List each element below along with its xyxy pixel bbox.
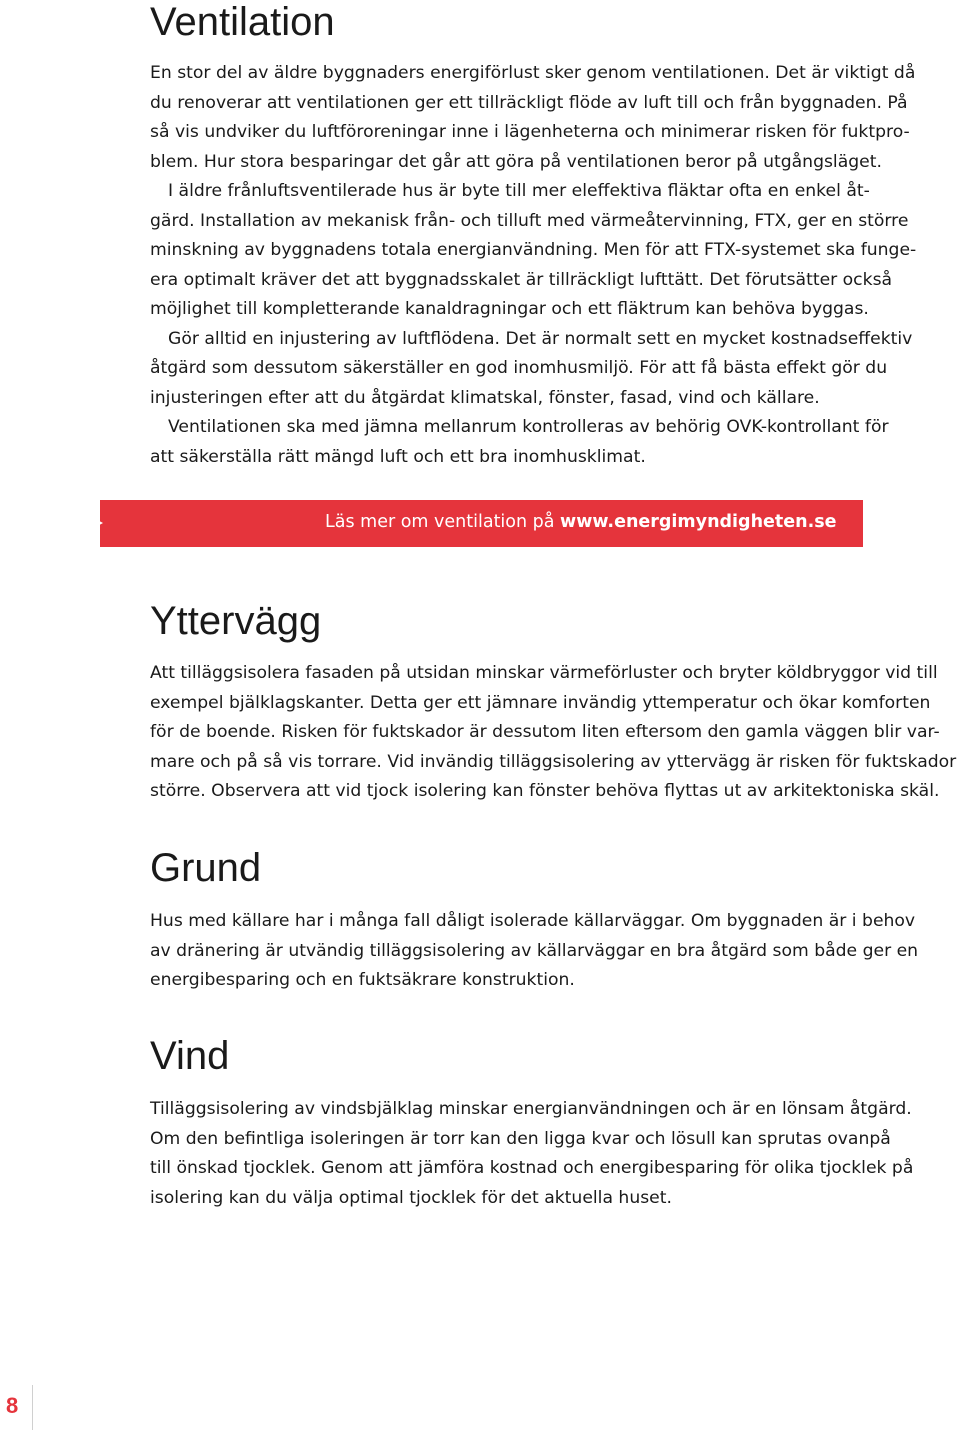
text-line: En stor del av äldre byggnaders energiförlust sker genom ventilationen. Det är viktigt då [150,63,916,83]
text-line: exempel bjälklagskanter. Detta ger ett jämnare invändig yttemperatur och ökar komforten [150,692,931,713]
text-line: möjlighet till kompletterande kanaldragningar och ett fläktrum kan behöva byggas. [150,299,869,319]
text-line: du renoverar att ventilationen ger ett tillräckligt flöde av luft till och från byggnaden. På [150,92,908,113]
text-line: minskning av byggnadens totala energianvändning. Men för att FTX-systemet ska funge- [150,240,917,260]
grund-body [150,907,960,996]
text-line: Hus med källare har i många fall dåligt isolerade källarväggar. Om byggnaden är i behov [150,911,916,931]
page-number: 8 [6,1393,19,1418]
heading-yttervagg: Yttervägg [150,599,322,643]
text-line: blem. Hur stora besparingar det går att göra på ventilationen beror på utgångsläget. [150,151,882,172]
yttervagg-body [150,659,960,807]
text-line: gärd. Installation av mekanisk från- och tilluft med värmeåtervinning, FTX, ger en större [150,210,909,231]
read-more-link[interactable]: www.energimyndigheten.se [560,512,837,532]
text-line: injusteringen efter att du åtgärdat klimatskal, fönster, fasad, vind och källare. [150,387,820,408]
text-line: era optimalt kräver det att byggnadsskalet är tillräckligt lufttätt. Det förutsätter också [150,269,893,290]
text-line: isolering kan du välja optimal tjocklek för det aktuella huset. [150,1187,672,1208]
read-more-prefix: Läs mer om ventilation på [325,512,561,532]
text-line: åtgärd som dessutom säkerställer en god inomhusmiljö. För att få bästa effekt gör du [150,358,888,378]
text-line: energibesparing och en fuktsäkrare konstruktion. [150,970,575,990]
heading-ventilation: Ventilation [150,0,335,44]
ventilation-body [150,59,960,472]
text-line: Ventilationen ska med jämna mellanrum kontrolleras av behörig OVK-kontrollant för [168,417,889,437]
text-line: till önskad tjocklek. Genom att jämföra kostnad och energibesparing för olika tjocklek på [150,1158,914,1178]
text-line: mare och på så vis torrare. Vid invändig tilläggsisolering av yttervägg är risken för fuktskador [150,751,957,772]
banner-arrow-icon [61,500,103,546]
text-line: för de boende. Risken för fuktskador är dessutom liten eftersom den gamla väggen blir var- [150,722,940,742]
text-line: att säkerställa rätt mängd luft och ett bra inomhusklimat. [150,446,646,467]
heading-vind: Vind [150,1034,230,1078]
text-line: Att tilläggsisolera fasaden på utsidan minskar värmeförluster och bryter köldbryggor vid till [150,663,938,683]
text-line: Om den befintliga isoleringen är torr kan den ligga kvar och lösull kan sprutas ovanpå [150,1128,891,1149]
text-line: Gör alltid en injustering av luftflödena. Det är normalt sett en mycket kostnadseffektiv [168,328,913,349]
text-line: så vis undviker du luftföroreningar inne i lägenheterna och minimerar risken för fuktpro- [150,122,910,142]
vind-body [150,1095,960,1213]
text-line: större. Observera att vid tjock isolering kan fönster behöva flyttas ut av arkitektoniska skäl. [150,781,940,801]
text-line: I äldre frånluftsventilerade hus är byte till mer eleffektiva fläktar ofta en enkel åt- [168,181,870,201]
text-line: Tilläggsisolering av vindsbjälklag minskar energianvändningen och är en lönsam åtgärd. [150,1099,912,1119]
read-more-text[interactable] [325,510,837,534]
text-line: av dränering är utvändig tilläggsisolering av källarväggar en bra åtgärd som både ger en [150,940,919,961]
heading-grund: Grund [150,846,262,890]
page-number-box [0,1385,33,1430]
